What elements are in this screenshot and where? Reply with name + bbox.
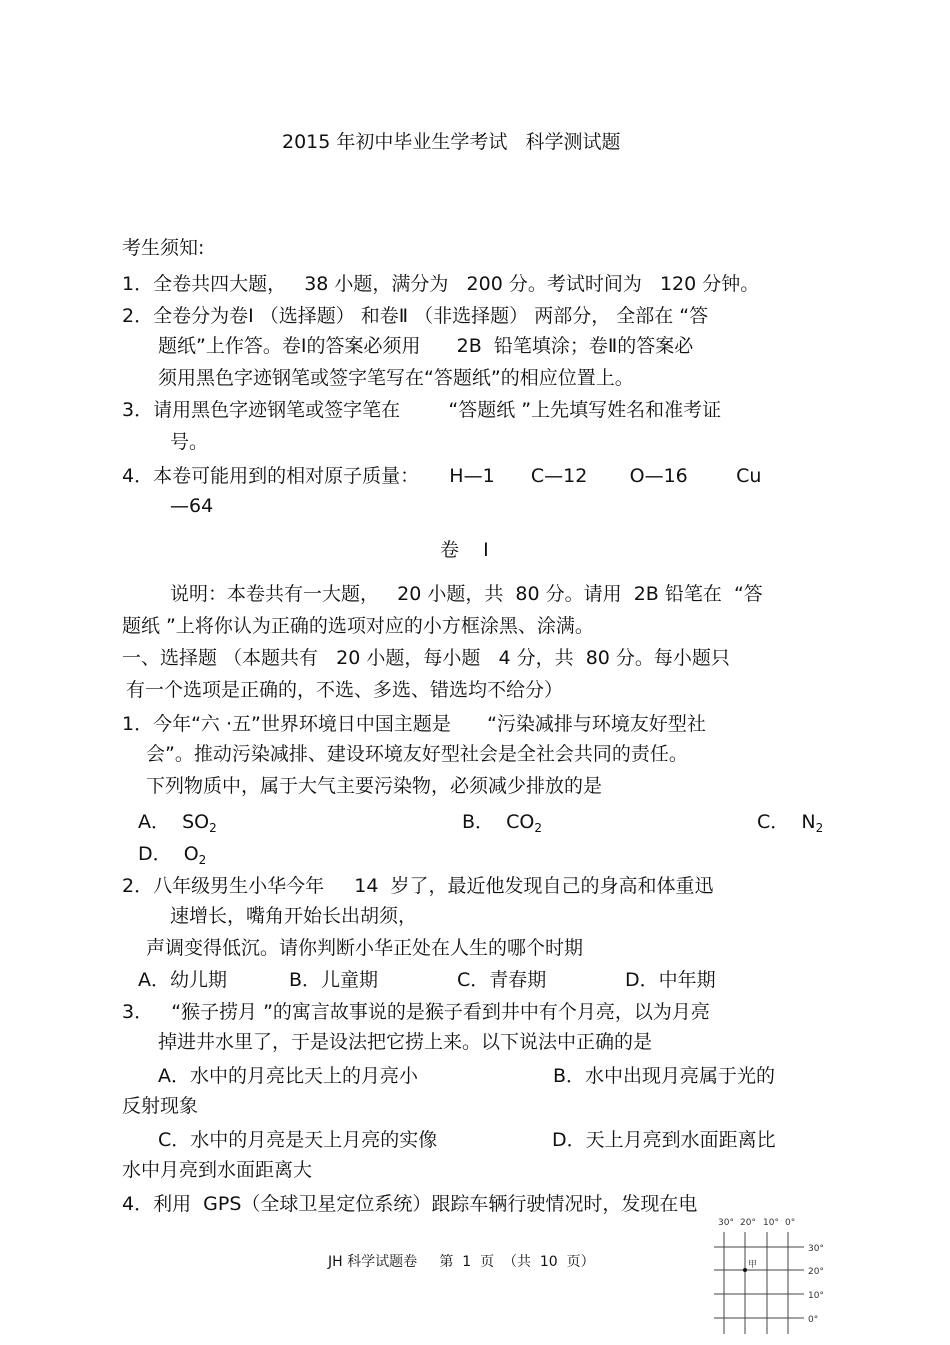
question-3-option-a: A．水中的月亮比天上的月亮小 (158, 1065, 418, 1087)
question-1-option-b (462, 810, 542, 840)
notice-item-2-cont: 须用黑色字迹钢笔或签字笔写在“答题纸”的相应位置上。 (158, 367, 634, 389)
option-a-subscript: 2 (209, 821, 217, 835)
question-1-option-a (138, 810, 217, 840)
question-3-option-b-cont: 反射现象 (122, 1095, 199, 1117)
notice-item-4-cont: —64 (170, 495, 214, 517)
notice-heading: 考生须知: (122, 237, 205, 259)
notice-item-2-cont: 题纸”上作答。卷Ⅰ的答案必须用 2B 铅笔填涂；卷Ⅱ的答案必 (158, 335, 694, 357)
question-1-option-d (138, 842, 206, 872)
question-2-option-c: C．青春期 (457, 969, 547, 991)
right-label-30: 30° (808, 1244, 824, 1254)
question-2-stem: 2．八年级男生小华今年 14 岁了，最近他发现自己的身高和体重迅 (122, 875, 714, 897)
page-title: 2015 年初中毕业生学考试 科学测试题 (282, 131, 621, 153)
option-d-subscript: 2 (198, 853, 207, 867)
top-label-30: 30° (718, 1218, 734, 1228)
top-label-10: 10° (763, 1218, 779, 1228)
notice-item-4: 4．本卷可能用到的相对原子质量： H—1 C—12 O—16 Cu (122, 465, 762, 487)
question-1-stem-cont: 下列物质中，属于大气主要污染物，必须减少排放的是 (146, 775, 603, 797)
question-2-option-d: D．中年期 (625, 969, 716, 991)
option-b-label: B． CO (462, 811, 535, 833)
question-2-option-b: B．儿童期 (289, 969, 379, 991)
volume-heading: 卷 Ⅰ (440, 539, 489, 561)
option-c-label: C． N (757, 811, 816, 833)
question-4-stem: 4．利用 GPS（全球卫星定位系统）跟踪车辆行驶情况时，发现在电 (122, 1193, 698, 1215)
question-3-option-d-cont: 水中月亮到水面距离大 (122, 1159, 313, 1181)
question-3-option-b: B．水中出现月亮属于光的 (553, 1065, 776, 1087)
question-1-option-c (757, 810, 823, 840)
lat-long-grid-figure (714, 1214, 834, 1338)
question-2-stem-cont: 声调变得低沉。请你判断小华正处在人生的哪个时期 (146, 937, 584, 959)
point-jia-marker (743, 1268, 747, 1272)
right-label-20: 20° (808, 1267, 824, 1277)
top-label-20: 20° (740, 1218, 756, 1228)
option-b-subscript: 2 (534, 821, 542, 835)
notice-item-3-cont: 号。 (170, 431, 209, 453)
question-1-stem-cont: 会”。推动污染减排、建设环境友好型社会是全社会共同的责任。 (146, 743, 688, 765)
question-3-stem-cont: 掉进井水里了，于是设法把它捞上来。以下说法中正确的是 (158, 1031, 653, 1053)
top-label-0: 0° (785, 1218, 796, 1228)
notice-item-2: 2．全卷分为卷Ⅰ （选择题） 和卷Ⅱ （非选择题） 两部分， 全部在 “答 (122, 305, 709, 327)
notice-item-1: 1．全卷共四大题， 38 小题，满分为 200 分。考试时间为 120 分钟。 (122, 273, 760, 295)
right-label-10: 10° (808, 1291, 824, 1301)
right-label-0: 0° (808, 1315, 819, 1325)
volume-intro-cont: 题纸 ”上将你认为正确的选项对应的小方框涂黑、涂满。 (122, 615, 594, 637)
grid-lines (714, 1232, 804, 1334)
notice-item-3: 3．请用黑色字迹钢笔或签字笔在 “答题纸 ”上先填写姓名和准考证 (122, 399, 722, 421)
question-3-stem: 3． “猴子捞月 ”的寓言故事说的是猴子看到井中有个月亮，以为月亮 (122, 1001, 710, 1023)
question-2-option-a: A．幼儿期 (138, 969, 227, 991)
question-1-stem: 1．今年“六 ·五”世界环境日中国主题是 “污染减排与环境友好型社 (122, 713, 706, 735)
volume-intro: 说明：本卷共有一大题， 20 小题，共 80 分。请用 2B 铅笔在 “答 (170, 583, 763, 605)
option-a-label: A． SO (138, 811, 210, 833)
question-2-stem-cont: 速增长，嘴角开始长出胡须， (170, 905, 418, 927)
section-heading-cont: 有一个选项是正确的，不选、多选、错选均不给分） (126, 679, 564, 701)
point-jia-label: 甲 (748, 1260, 758, 1270)
section-heading: 一、选择题 （本题共有 20 小题，每小题 4 分，共 80 分。每小题只 (122, 647, 730, 669)
page-footer: JH 科学试题卷 第 1 页 （共 10 页） (328, 1254, 595, 1270)
question-3-option-d: D．天上月亮到水面距离比 (552, 1129, 776, 1151)
question-3-option-c: C．水中的月亮是天上月亮的实像 (158, 1129, 438, 1151)
option-c-subscript: 2 (815, 821, 824, 835)
option-d-label: D． O (138, 843, 199, 865)
